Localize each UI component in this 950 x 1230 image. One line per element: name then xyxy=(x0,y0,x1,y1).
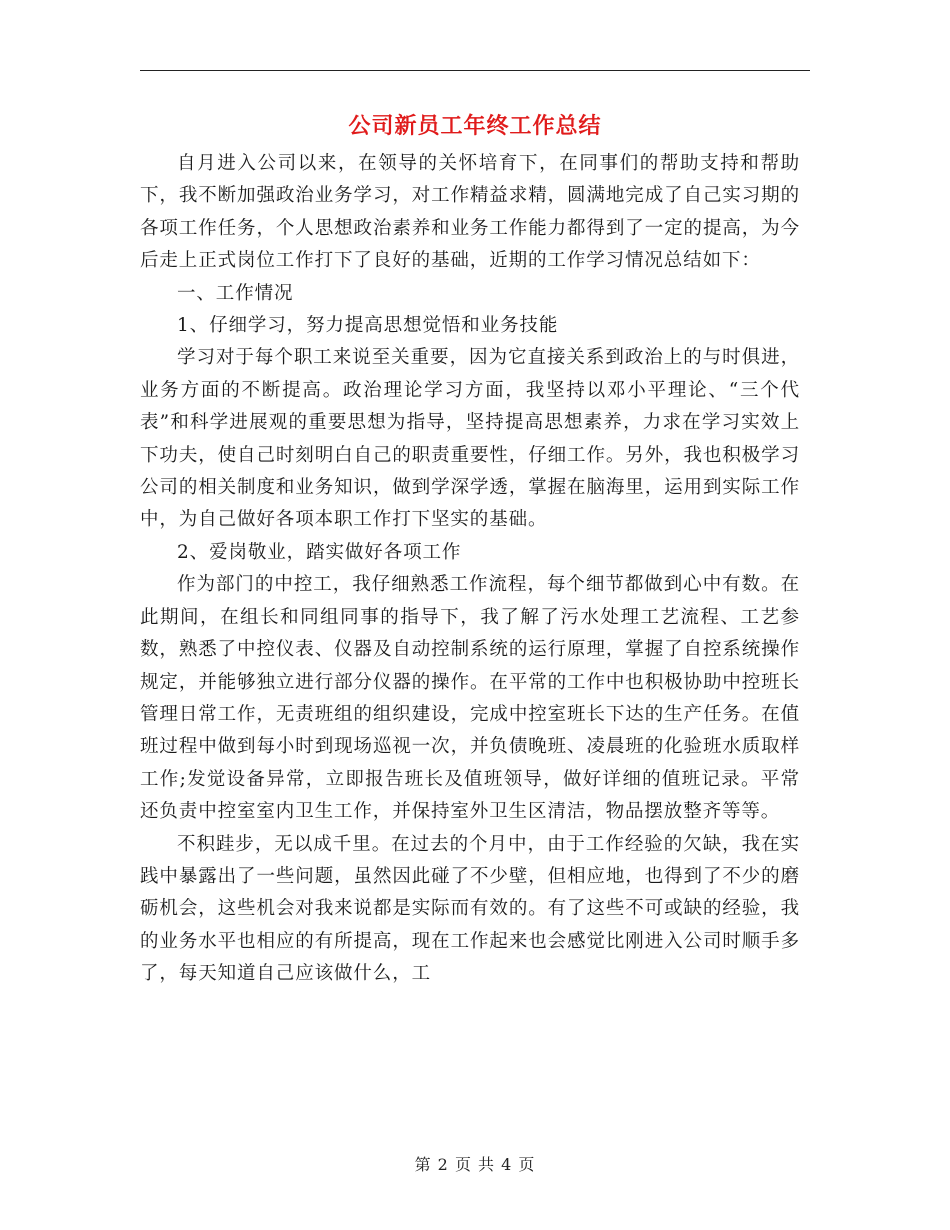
paragraph-intro: 自月进入公司以来，在领导的关怀培育下，在同事们的帮助支持和帮助下，我不断加强政治业务学习，对工作精益求精，圆满地完成了自己实习期的各项工作任务，个人思想政治素养和业务工作能力都得到了一定的提高，为今后走上正式岗位工作打下了良好的基础，近期的工作学习情况总结如下： xyxy=(140,153,800,272)
paragraph-study: 学习对于每个职工来说至关重要，因为它直接关系到政治上的与时俱进，业务方面的不断提高。政治理论学习方面，我坚持以邓小平理论、“三个代表”和科学进展观的重要思想为指导，坚持提高思想素养，力求在学习实效上下功夫，使自己时刻明白自己的职责重要性，仔细工作。另外，我也积极学习公司的相关制度和业务知识，做到学深学透，掌握在脑海里，运用到实际工作中，为自己做好各项本职工作打下坚实的基础。 xyxy=(140,347,800,531)
subsection-heading-2: 2、爱岗敬业，踏实做好各项工作 xyxy=(177,541,462,563)
document-title: 公司新员工年终工作总结 xyxy=(348,113,602,139)
header-rule xyxy=(140,70,810,71)
subsection-heading-1: 1、仔细学习，努力提高思想觉悟和业务技能 xyxy=(177,315,559,337)
page-number: 第 2 页 共 4 页 xyxy=(414,1155,536,1174)
paragraph-duties: 作为部门的中控工，我仔细熟悉工作流程，每个细节都做到心中有数。在此期间，在组长和同组同事的指导下，我了解了污水处理工艺流程、工艺参数，熟悉了中控仪表、仪器及自动控制系统的运行原理，掌握了自控系统操作规定，并能够独立进行部分仪器的操作。在平常的工作中也积极协助中控班长管理日常工作，无责班组的组织建设，完成中控室班长下达的生产任务。在值班过程中做到每小时到现场巡视一次，并负债晚班、凌晨班的化验班水质取样工作;发觉设备异常，立即报告班长及值班领导，做好详细的值班记录。平常还负责中控室室内卫生工作，并保持室外卫生区清洁，物品摆放整齐等等。 xyxy=(140,574,800,823)
document-body xyxy=(140,148,800,991)
paragraph-reflection: 不积跬步，无以成千里。在过去的个月中，由于工作经验的欠缺，我在实践中暴露出了一些问题，虽然因此碰了不少壁，但相应地，也得到了不少的磨砺机会，这些机会对我来说都是实际而有效的。有了这些不可或缺的经验，我的业务水平也相应的有所提高，现在工作起来也会感觉比刚进入公司时顺手多了，每天知道自己应该做什么，工 xyxy=(140,833,800,985)
section-heading: 一、工作情况 xyxy=(177,282,294,304)
